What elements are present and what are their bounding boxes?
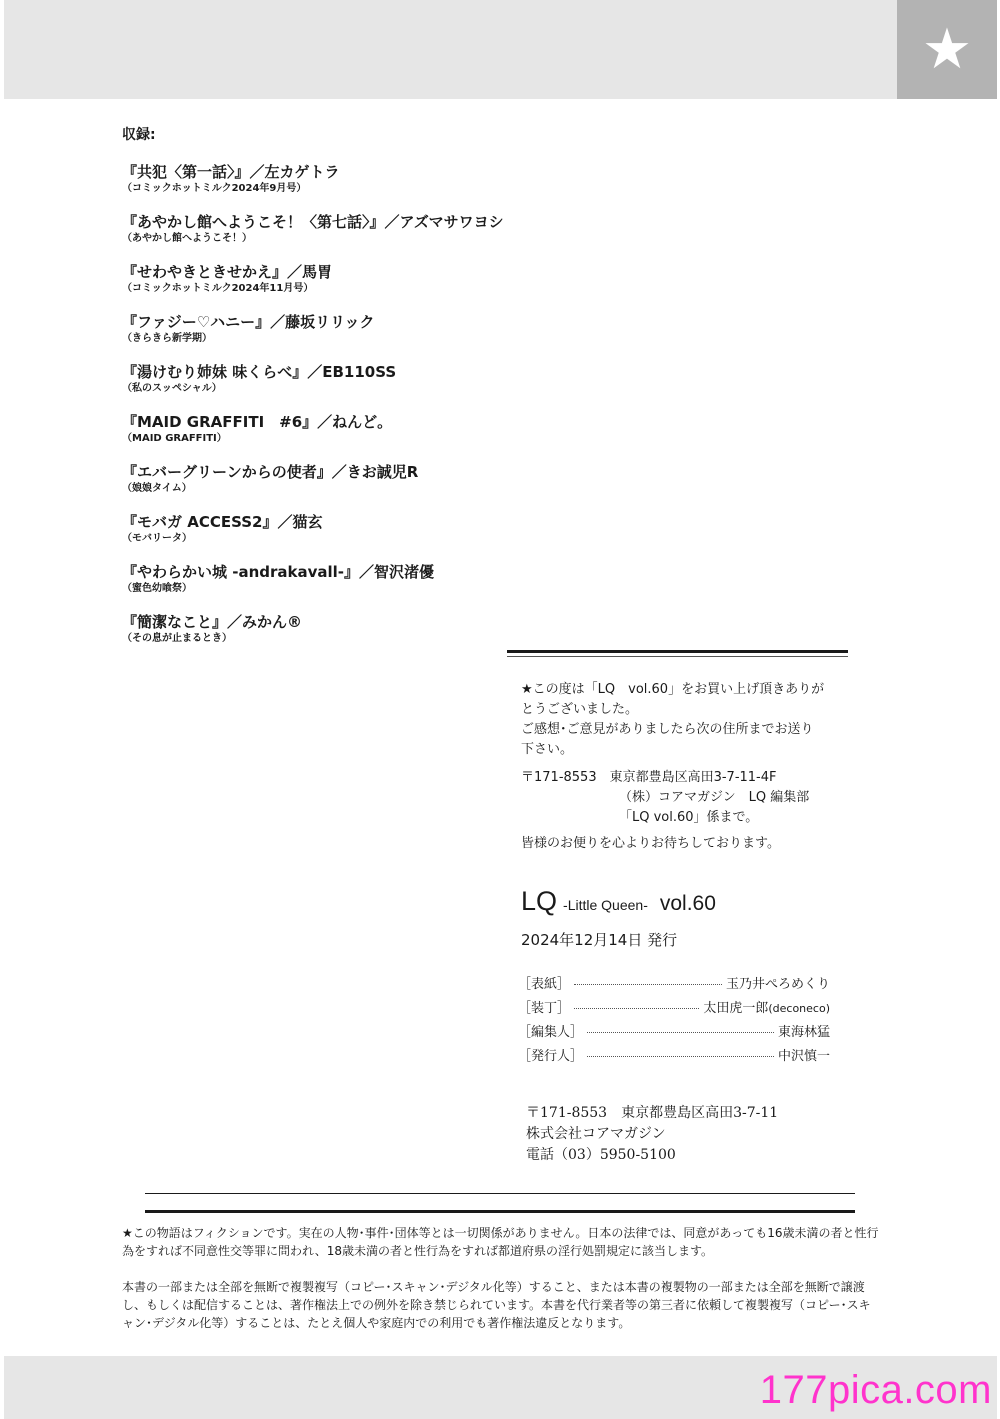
entry-title: 『やわらかい城 -andrakavall-』／智沢渚優	[122, 563, 435, 581]
dot-leader	[574, 1008, 699, 1009]
entry-title: 『湯けむり姉妹 味くらべ』／EB110SS	[122, 363, 397, 381]
credit-role: ［表紙］	[518, 976, 571, 992]
entry-title: 『簡潔なこと』／みかん®	[122, 613, 303, 631]
title-sub: -Little Queen-	[563, 897, 648, 913]
entry-source: （モバリータ）	[122, 533, 192, 544]
divider	[507, 656, 848, 657]
credit-name: 太田虎一郎(deconeco)	[703, 1000, 830, 1016]
list-item	[122, 612, 522, 662]
entry-title: 『共犯〈第一話〉』／左カゲトラ	[122, 163, 340, 181]
address-line: 「LQ vol.60」係まで。	[619, 810, 759, 825]
message-closing: 皆様のお便りを心よりお待ちしております。	[521, 836, 780, 851]
dot-leader	[574, 984, 722, 985]
credit-role: ［発行人］	[518, 1048, 584, 1064]
watermark: 177pica.com	[759, 1368, 992, 1412]
list-item	[122, 562, 522, 612]
entry-source: （コミックホットミルク2024年9月号）	[122, 183, 307, 194]
credit-row	[518, 994, 830, 1018]
entry-title: 『せわやきときせかえ』／馬胃	[122, 263, 333, 281]
entry-source: （私のスッペシャル）	[122, 383, 222, 394]
message-line: 下さい。	[521, 742, 574, 757]
legal-notice	[122, 1224, 882, 1350]
fiction-notice: ★この物語はフィクションです。実在の人物･事件･団体等とは一切関係がありません。日本の法律では、同意があっても16歳未満の者と性行為をすれば不同意性交等罪に問われ、18歳未満の者と性行為をすれば都道府県の淫行処罰規定に該当します。	[122, 1226, 879, 1258]
reader-message	[521, 680, 836, 854]
credit-role: ［装丁］	[518, 1000, 571, 1016]
dot-leader	[587, 1032, 774, 1033]
credit-row	[518, 970, 830, 994]
list-item	[122, 212, 522, 262]
divider	[507, 650, 848, 653]
credit-name: 玉乃井ぺろめくり	[725, 976, 830, 992]
publisher-phone: 電話（03）5950-5100	[526, 1147, 676, 1163]
message-line: ★この度は「LQ vol.60」をお買い上げ頂きありが	[521, 682, 825, 697]
title-main: LQ	[521, 886, 558, 916]
message-line: とうございました。	[521, 702, 639, 717]
publisher-info	[526, 1103, 778, 1166]
header-band	[4, 0, 897, 99]
credit-name: 東海林猛	[777, 1024, 830, 1040]
issue-date: 2024年12月14日 発行	[521, 931, 678, 949]
publisher-company: 株式会社コアマガジン	[526, 1126, 666, 1142]
message-line: ご感想･ご意見がありましたら次の住所までお送り	[521, 722, 814, 737]
list-item	[122, 412, 522, 462]
entry-source: （コミックホットミルク2024年11月号）	[122, 283, 314, 294]
entry-title: 『MAID GRAFFITI #6』／ねんど。	[122, 413, 393, 431]
magazine-title	[521, 886, 716, 917]
list-item	[122, 462, 522, 512]
contents-heading: 収録:	[122, 127, 156, 143]
star-icon: ★	[921, 16, 973, 82]
address-line: （株）コアマガジン LQ 編集部	[619, 790, 810, 805]
entry-title: 『あやかし館へようこそ！〈第七話〉』／アズマサワヨシ	[122, 213, 504, 231]
editorial-address	[521, 768, 836, 828]
entry-source: （その息が止まるとき）	[122, 633, 232, 644]
credits-list	[518, 970, 830, 1066]
address-line: 〒171-8553 東京都豊島区高田3-7-11-4F	[521, 770, 777, 785]
credit-name: 中沢慎一	[777, 1048, 830, 1064]
publisher-address: 〒171-8553 東京都豊島区高田3-7-11	[526, 1105, 779, 1121]
star-badge	[897, 0, 997, 99]
entry-source: （娘娘タイム）	[122, 483, 192, 494]
divider	[145, 1210, 855, 1213]
entry-source: （蜜色幼喰祭）	[122, 583, 192, 594]
copyright-notice: 本書の一部または全部を無断で複製複写（コピー･スキャン･デジタル化等）すること、または本書の複製物の一部または全部を無断で譲渡し、もしくは配信することは、著作権法上での例外を除き禁じられています。本書を代行業者等の第三者に依頼して複製複写（コピー･スキャン･デジタル化等）することは、たとえ個人や家庭内での利用でも著作権法違反となります。	[122, 1280, 871, 1330]
list-item	[122, 262, 522, 312]
credit-row	[518, 1042, 830, 1066]
entry-source: （あやかし館へようこそ！）	[122, 233, 252, 244]
entry-source: （MAID GRAFFITI）	[122, 433, 227, 444]
entry-title: 『ファジー♡ハニー』／藤坂リリック	[122, 313, 375, 331]
list-item	[122, 512, 522, 562]
contents-list	[122, 124, 522, 662]
volume-label: vol.60	[659, 892, 716, 915]
entry-source: （きらきら新学期）	[122, 333, 212, 344]
list-item	[122, 362, 522, 412]
divider	[145, 1193, 855, 1194]
credit-row	[518, 1018, 830, 1042]
dot-leader	[587, 1056, 774, 1057]
list-item	[122, 312, 522, 362]
entry-title: 『モバガ ACCESS2』／猫玄	[122, 513, 323, 531]
list-item	[122, 162, 522, 212]
entry-title: 『エバーグリーンからの使者』／きお誠児R	[122, 463, 419, 481]
credit-role: ［編集人］	[518, 1024, 584, 1040]
